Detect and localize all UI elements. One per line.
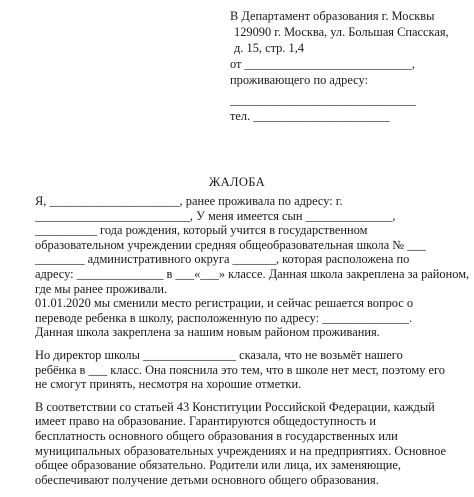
body-line: имеет право на образование. Гарантируются общедоступность и	[35, 414, 377, 429]
document-title: ЖАЛОБА	[209, 175, 265, 189]
body-line: не смогут принять, несмотря на хорошие отметки.	[35, 377, 302, 392]
body-line: _________________________, У меня имеется сын ______________,	[35, 208, 396, 223]
body-line: адресу: ______________ в ___«___» классе. Данная школа закреплена за районом,	[35, 266, 470, 281]
body-line: В соответствии со статьей 43 Конституции Российской Федерации, каждый	[35, 399, 435, 414]
sender-phone-line: тел. ______________________	[230, 109, 390, 123]
body-line: бесплатность основного общего образования в государственных или	[35, 428, 398, 443]
addressee-line: В Департамент образования г. Москвы	[230, 9, 435, 23]
sender-name-line: от ___________________________,	[230, 57, 415, 71]
addressee-address-line: 129090 г. Москва, ул. Большая Спасская,	[234, 25, 449, 39]
body-line: ________ административного округа _______, которая расположена по	[35, 252, 410, 267]
body-line: образовательном учреждении средняя общеобразовательная школа № ___	[35, 237, 426, 252]
body-line: __________ года рождения, который учится в государственном	[35, 223, 368, 238]
addressee-address-line: д. 15, стр. 1,4	[234, 41, 305, 55]
sender-address-blank: ______________________________	[230, 93, 416, 107]
body-line: где мы ранее проживали.	[35, 281, 168, 296]
sender-address-label: проживающего по адресу:	[230, 73, 368, 87]
body-line: муниципальных образовательных учреждениях и на предприятиях. Основное	[35, 443, 447, 458]
body-line: общее образование обязательно. Родители или лица, их заменяющие,	[35, 458, 402, 473]
paragraph-gap	[35, 340, 465, 348]
addressee-block	[230, 8, 470, 124]
body-line: Я, _____________________, ранее проживала по адресу: г.	[35, 194, 343, 208]
body-line: переводе ребенка в школу, расположенную по адресу: ______________.	[35, 310, 413, 325]
body-line: ребёнка в ___ класс. Она пояснила это тем, что в школе нет мест, поэтому его	[35, 362, 445, 377]
body-line: 01.01.2020 мы сменили место регистрации, и сейчас решается вопрос о	[35, 296, 414, 311]
paragraph-gap	[35, 392, 465, 400]
body-line: Но директор школы _______________ сказала, что не возьмёт нашего	[35, 347, 403, 362]
body-line: обеспечивают получение детьми основного общего образования.	[35, 472, 379, 487]
complaint-body	[35, 194, 470, 487]
body-line: Данная школа закреплена за нашим новым районом проживания.	[35, 325, 380, 340]
